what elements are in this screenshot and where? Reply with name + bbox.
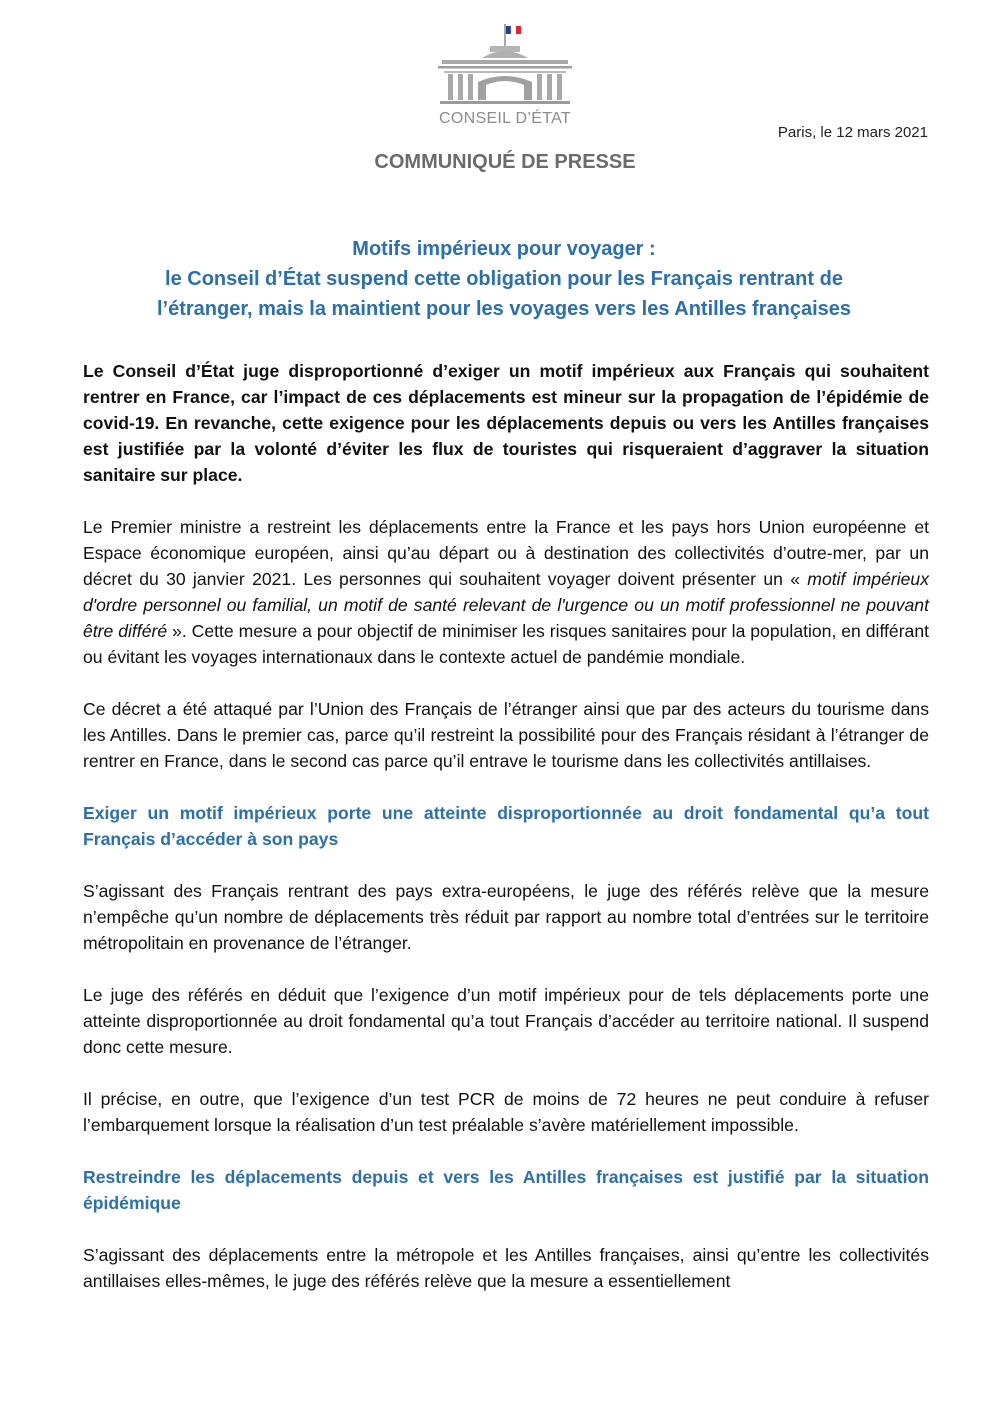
decree-text-end: ». Cette mesure a pour objectif de minimiser les risques sanitaires pour la population, en différant ou évitant les voyages internationaux dans le contexte actuel de pandémie mondiale. [83, 621, 930, 667]
decree-quote: motif impérieux d'ordre personnel ou familial, un motif de santé relevant de l'urgence ou un motif professionnel ne pouvant être différé [83, 569, 929, 641]
title-line-3: l’étranger, mais la maintient pour les voyages vers les Antilles françaises [156, 298, 851, 320]
document-type: COMMUNIQUÉ DE PRESSE [374, 151, 636, 173]
section-heading-1: Exiger un motif impérieux porte une atteinte disproportionnée au droit fondamental qu’a tout Français d’accéder à son pays [83, 803, 929, 849]
org-name: CONSEIL D’ÉTAT [439, 110, 571, 127]
section1-paragraph-1: S’agissant des Français rentrant des pays extra-européens, le juge des référés relève que la mesure n’empêche qu’un nombre de déplacements très réduit par rapport au nombre total d’entrées sur le territoire métropolitain en provenance de l’étranger. [83, 881, 929, 953]
press-body [83, 358, 929, 1320]
section2-paragraph-1: S’agissant des déplacements entre la métropole et les Antilles françaises, ainsi qu’entre les collectivités antillaises elles-mêmes, le juge des référés relève que la mesure a essentiellement [83, 1245, 929, 1291]
title-line-1: Motifs impérieux pour voyager : [352, 238, 656, 260]
lead-paragraph: Le Conseil d’État juge disproportionné d’exiger un motif impérieux aux Français qui souhaitent rentrer en France, car l’impact de ces déplacements est mineur sur la propagation de l’épidémie de covid-19. En revanche, cette exigence pour les déplacements depuis ou vers les Antilles françaises est justifiée par la volonté d’éviter les flux de touristes qui risqueraient d’aggraver la situation sanitaire sur place. [83, 361, 929, 485]
title-line-2: le Conseil d’État suspend cette obligation pour les Français rentrant de [165, 268, 843, 290]
section1-paragraph-2: Le juge des référés en déduit que l’exigence d’un motif impérieux pour de tels déplacements porte une atteinte disproportionnée au droit fondamental qu’a tout Français d’accéder au territoire national. Il suspend donc cette mesure. [83, 985, 929, 1057]
paragraph-decree [83, 514, 929, 670]
decree-text-start: Le Premier ministre a restreint les déplacements entre la France et les pays hors Union européenne et Espace économique européen, ainsi qu’au départ ou à destination des collectivités d’outre-mer, par un décret du 30 janvier 2021. Les personnes qui souhaitent voyager doivent présenter un « [83, 517, 929, 589]
section-heading-2: Restreindre les déplacements depuis et vers les Antilles françaises est justifié par la situation épidémique [83, 1167, 929, 1213]
press-date: Paris, le 12 mars 2021 [777, 124, 928, 141]
paragraph-challenge: Ce décret a été attaqué par l’Union des Français de l’étranger ainsi que par des acteurs du tourisme dans les Antilles. Dans le premier cas, parce qu’il restreint la possibilité pour des Français résidant à l’étranger de rentrer en France, dans le second cas parce qu’il entrave le tourisme dans les collectivités antillaises. [83, 699, 929, 771]
press-title [80, 234, 928, 324]
section1-paragraph-3: Il précise, en outre, que l’exigence d’un test PCR de moins de 72 heures ne peut conduire à refuser l’embarquement lorsque la réalisation d’un test préalable s’avère matériellement impossible. [83, 1089, 929, 1135]
